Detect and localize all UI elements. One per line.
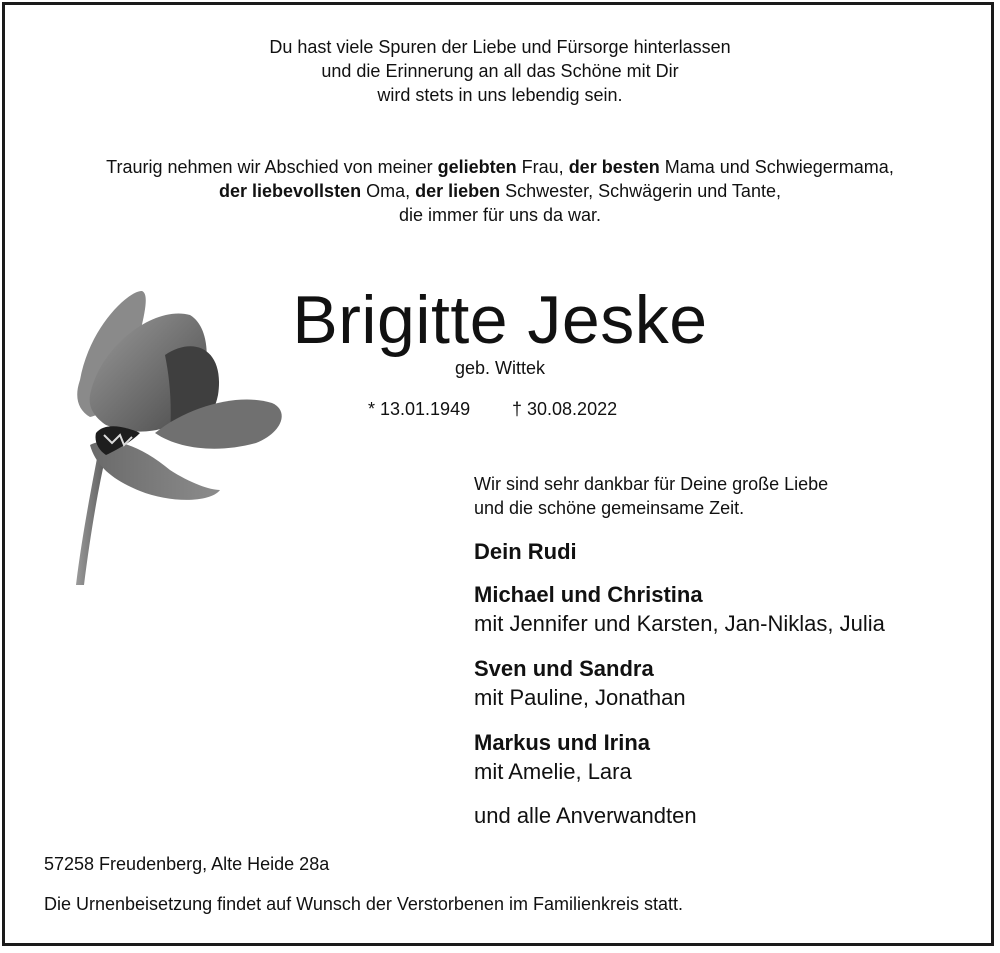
farewell-line: die immer für uns da war. bbox=[398, 205, 602, 225]
family-members: mit Amelie, Lara bbox=[474, 759, 632, 784]
death-date: † 30.08.2022 bbox=[512, 399, 618, 419]
text-segment-bold: geliebten bbox=[437, 157, 517, 177]
family-heading: Sven und Sandra bbox=[474, 656, 654, 681]
text-segment-bold: der besten bbox=[568, 157, 660, 177]
quote-line: wird stets in uns lebendig sein. bbox=[377, 85, 623, 105]
thanks-text bbox=[474, 472, 828, 520]
address: 57258 Freudenberg, Alte Heide 28a bbox=[44, 854, 330, 874]
text-segment-bold: der lieben bbox=[415, 181, 501, 201]
text-segment-bold: der liebevollsten bbox=[219, 181, 362, 201]
maiden-name: geb. Wittek bbox=[454, 358, 546, 378]
deceased-name: Brigitte Jeske bbox=[292, 282, 708, 358]
family-members: mit Jennifer und Karsten, Jan-Niklas, Julia bbox=[474, 611, 885, 636]
farewell-line bbox=[0, 179, 1000, 203]
burial-notice: Die Urnenbeisetzung findet auf Wunsch der Verstorbenen im Familienkreis statt. bbox=[44, 894, 683, 914]
family-husband bbox=[474, 537, 577, 566]
family-heading: Dein Rudi bbox=[474, 539, 577, 564]
text-segment: Traurig nehmen wir Abschied von meiner bbox=[106, 157, 438, 177]
family-group bbox=[474, 580, 885, 638]
memorial-quote bbox=[0, 35, 1000, 107]
text-segment: Schwester, Schwägerin und Tante, bbox=[500, 181, 781, 201]
family-members: mit Pauline, Jonathan bbox=[474, 685, 686, 710]
text-segment: Mama und Schwiegermama, bbox=[659, 157, 894, 177]
quote-line: und die Erinnerung an all das Schöne mit Dir bbox=[321, 61, 679, 81]
family-heading: Markus und Irina bbox=[474, 730, 651, 755]
birth-date: * 13.01.1949 bbox=[368, 399, 471, 419]
quote-line: Du hast viele Spuren der Liebe und Fürsorge hinterlassen bbox=[269, 37, 731, 57]
family-heading: Michael und Christina bbox=[474, 582, 703, 607]
thanks-line: und die schöne gemeinsame Zeit. bbox=[474, 498, 745, 518]
farewell-line bbox=[0, 155, 1000, 179]
family-group bbox=[474, 728, 650, 786]
text-segment: Oma, bbox=[361, 181, 416, 201]
thanks-line: Wir sind sehr dankbar für Deine große Liebe bbox=[474, 474, 829, 494]
text-segment: Frau, bbox=[516, 157, 569, 177]
family-relatives: und alle Anverwandten bbox=[474, 803, 697, 828]
family-group bbox=[474, 654, 686, 712]
farewell-text bbox=[0, 155, 1000, 227]
